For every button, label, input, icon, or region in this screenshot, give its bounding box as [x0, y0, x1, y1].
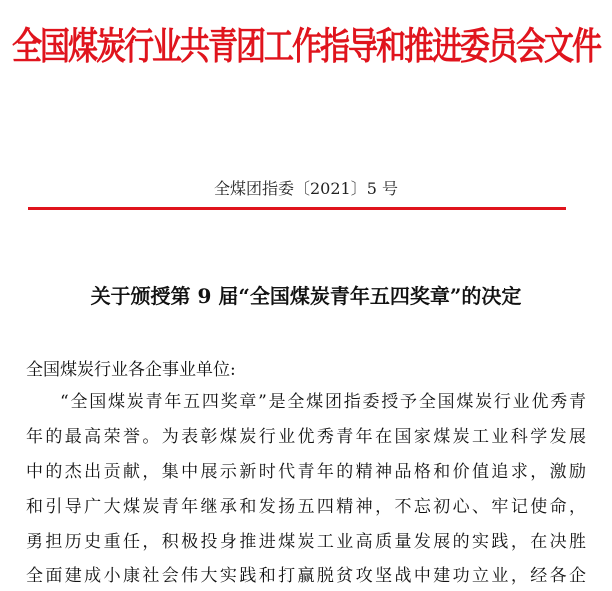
issuing-organization-header: 全国煤炭行业共青团工作指导和推进委员会文件: [12, 25, 600, 69]
body-text-line: 勇担历史重任，积极投身推进煤炭工业高质量发展的实践，在决胜: [26, 532, 586, 552]
body-text-line: 全面建成小康社会伟大实践和打赢脱贫攻坚战中建功立业，经各企: [26, 566, 586, 586]
body-text-line: 中的杰出贡献，集中展示新时代青年的精神品格和价值追求，激励: [26, 462, 586, 482]
red-divider-line: [28, 207, 566, 210]
document-title: 关于颁授第 9 届“全国煤炭青年五四奖章”的决定: [90, 284, 522, 308]
body-text-line: 和引导广大煤炭青年继承和发扬五四精神，不忘初心、牢记使命，: [26, 497, 586, 517]
body-text-line: “全国煤炭青年五四奖章”是全煤团指委授予全国煤炭行业优秀青: [60, 392, 586, 412]
body-text-line: 年的最高荣誉。为表彰煤炭行业优秀青年在国家煤炭工业科学发展: [26, 427, 586, 447]
salutation: 全国煤炭行业各企事业单位:: [26, 360, 236, 380]
document-number: 全煤团指委〔2021〕5 号: [214, 179, 398, 198]
